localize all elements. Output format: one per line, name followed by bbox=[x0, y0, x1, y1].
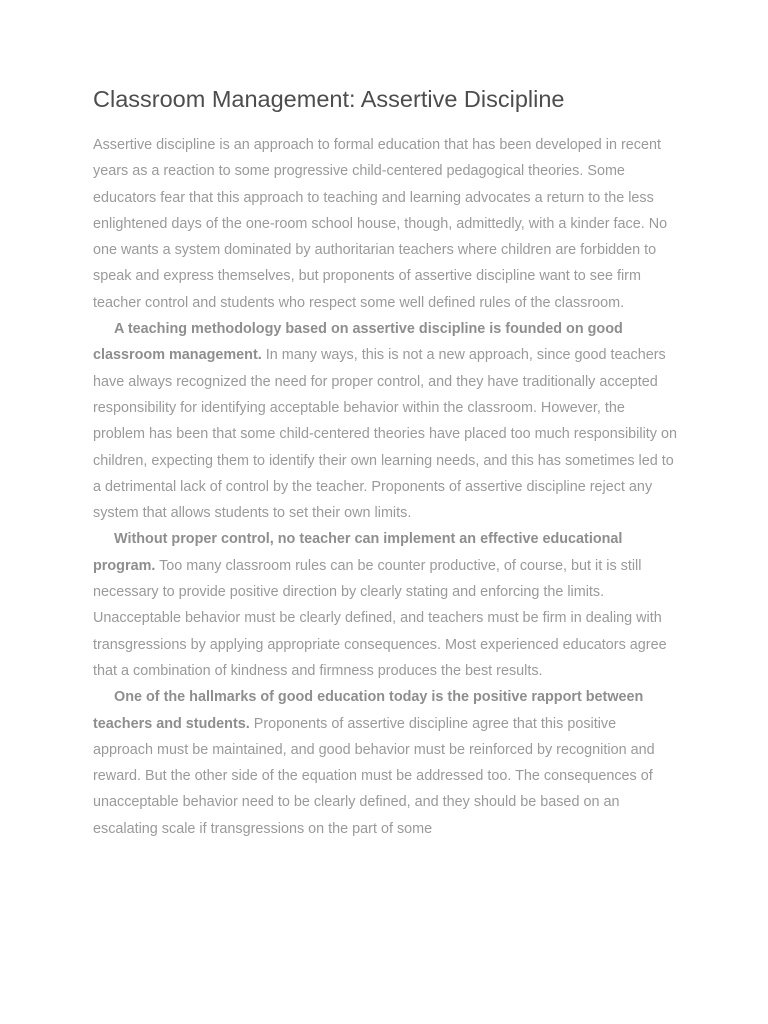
paragraph-4-text: Proponents of assertive discipline agree that this positive approach must be maintained, and good behavior must be reinforced by recognition and reward. But the other side of the equation must be addressed too. The consequences of unacceptable behavior need to be clearly defined, and they should be based on an escalating scale if transgressions on the part of some bbox=[93, 715, 655, 837]
document-title: Classroom Management: Assertive Discipline bbox=[93, 86, 565, 112]
paragraph-4 bbox=[93, 684, 677, 842]
paragraph-3 bbox=[93, 526, 677, 684]
paragraph-2 bbox=[93, 316, 677, 526]
paragraph-3-text: Too many classroom rules can be counter productive, of course, but it is still necessary to provide positive direction by clearly stating and enforcing the limits. Unacceptable behavior must be clearly defined, and teachers must be firm in dealing with transgressions by applying appropriate consequences. Most experienced educators agree that a combination of kindness and firmness produces the best results. bbox=[93, 557, 667, 679]
paragraph-2-lead: A teaching methodology based on assertive discipline is founded on good classroom management. bbox=[93, 321, 623, 364]
paragraph-3-lead: Without proper control, no teacher can implement an effective educational program. bbox=[93, 531, 623, 574]
document-body bbox=[93, 132, 677, 842]
paragraph-1 bbox=[93, 132, 677, 316]
paragraph-1-text: Assertive discipline is an approach to formal education that has been developed in recent years as a reaction to some progressive child-centered pedagogical theories. Some educators fear that this approach to teaching and learning advocates a return to the less enlightened days of the one-room school house, though, admittedly, with a kinder face. No one wants a system dominated by authoritarian teachers where children are forbidden to speak and express themselves, but proponents of assertive discipline want to see firm teacher control and students who respect some well defined rules of the classroom. bbox=[93, 137, 668, 311]
paragraph-2-text: In many ways, this is not a new approach, since good teachers have always recognized the need for proper control, and they have traditionally accepted responsibility for identifying acceptable behavior within the classroom. However, the problem has been that some child-centered theories have placed too much responsibility on children, expecting them to identify their own learning needs, and this has sometimes led to a detrimental lack of control by the teacher. Proponents of assertive discipline reject any system that allows students to set their own limits. bbox=[93, 347, 677, 522]
paragraph-4-lead: One of the hallmarks of good education today is the positive rapport between teachers and students. bbox=[93, 689, 644, 732]
